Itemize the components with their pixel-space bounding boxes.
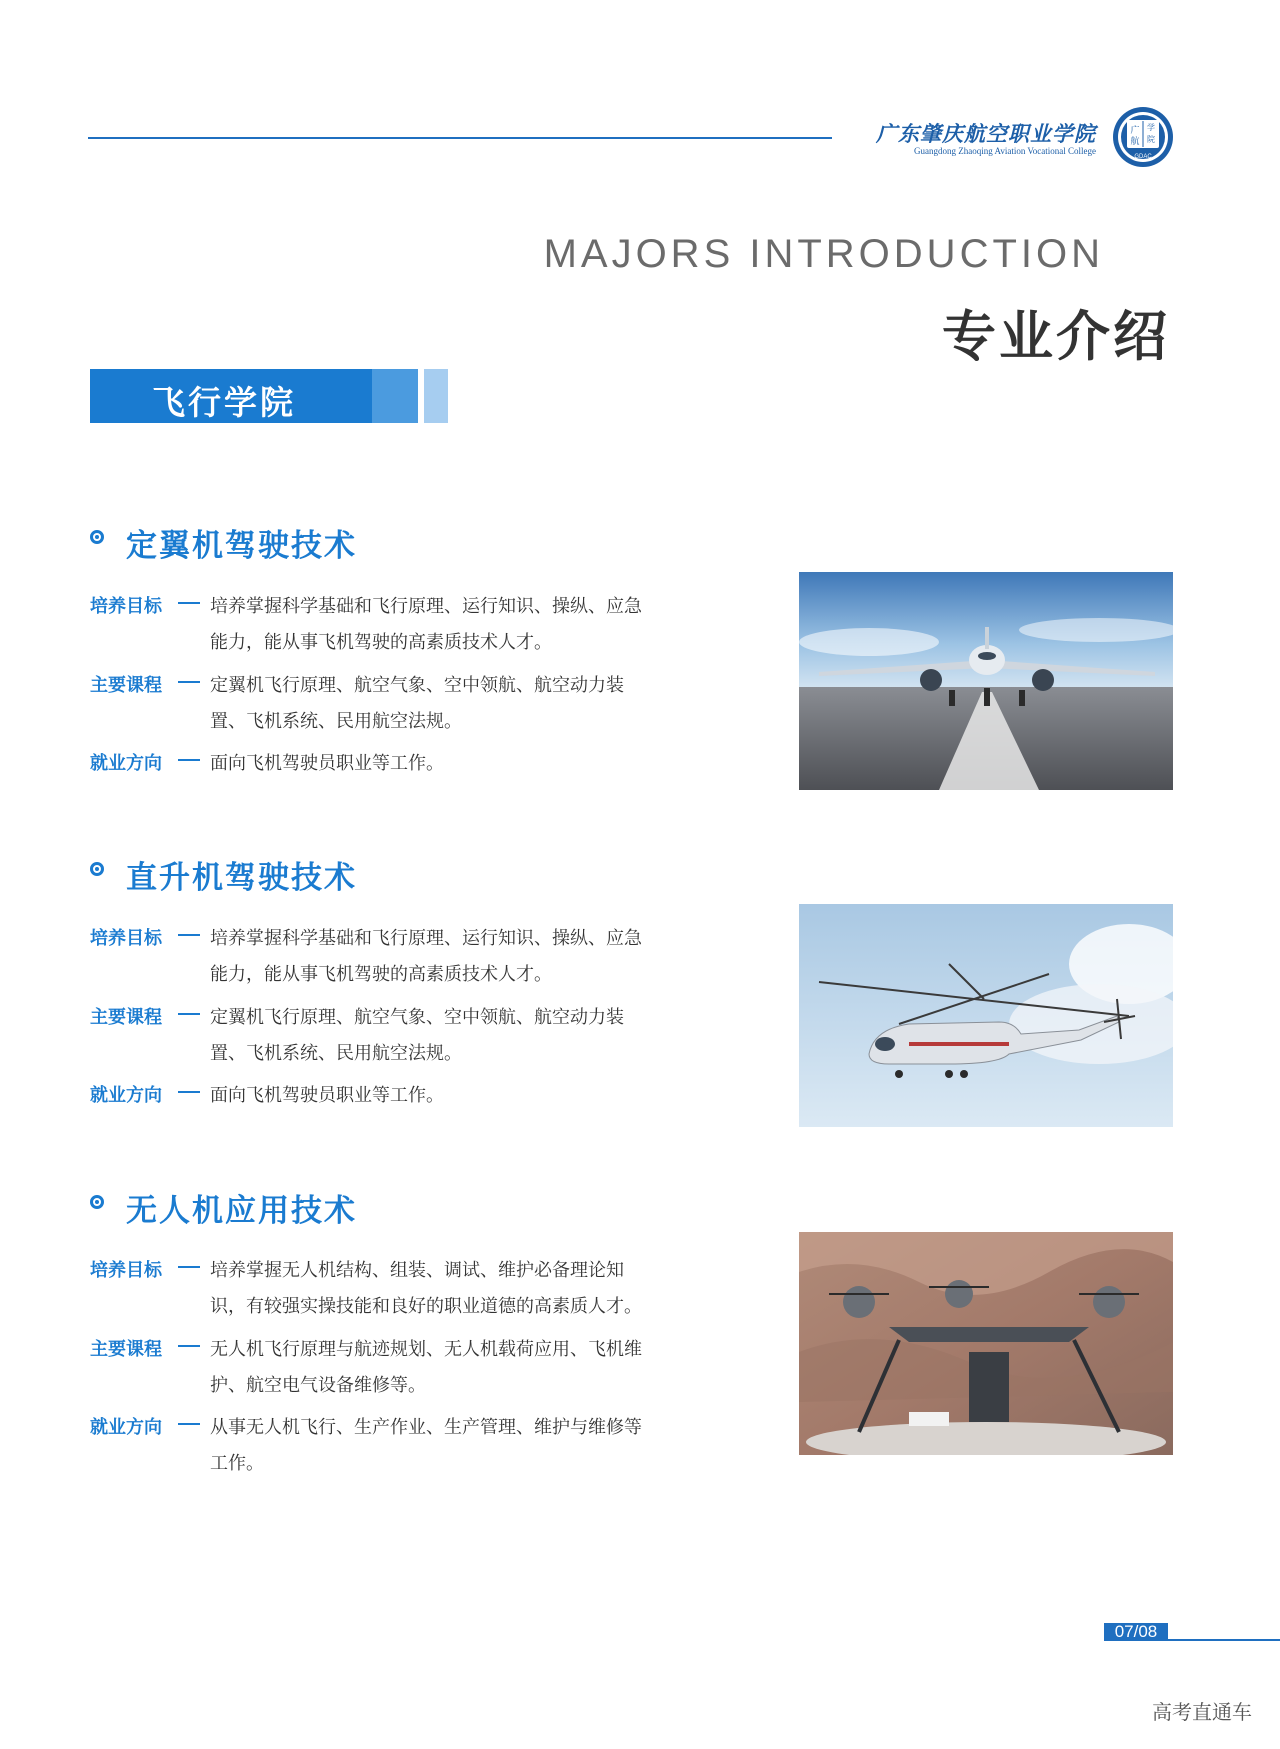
field-text: 面向飞机驾驶员职业等工作。 (210, 753, 444, 774)
field-label: 就业方向 (90, 753, 162, 774)
bullet-icon (90, 1195, 104, 1209)
helicopter-photo (799, 904, 1173, 1127)
svg-text:学: 学 (1147, 123, 1155, 132)
field-label: 就业方向 (90, 1417, 162, 1438)
dash-icon (178, 759, 200, 761)
field-label: 主要课程 (90, 1007, 162, 1028)
bullet-icon (90, 530, 104, 544)
college-name: 飞行学院 (152, 383, 296, 422)
field-text: 培养掌握科学基础和飞行原理、运行知识、操纵、应急能力，能从事飞机驾驶的高素质技术人才。 (210, 596, 642, 653)
watermark: 高考直通车 (1152, 1700, 1252, 1724)
header-rule (88, 137, 832, 139)
field-label: 就业方向 (90, 1085, 162, 1106)
dash-icon (178, 1423, 200, 1425)
field-text: 培养掌握无人机结构、组装、调试、维护必备理论知识，有较强实操技能和良好的职业道德的高素质人才。 (210, 1260, 642, 1317)
field-text: 从事无人机飞行、生产作业、生产管理、维护与维修等工作。 (210, 1417, 642, 1474)
dash-icon (178, 934, 200, 936)
bullet-icon (90, 862, 104, 876)
college-banner (90, 369, 448, 423)
field-text: 培养掌握科学基础和飞行原理、运行知识、操纵、应急能力，能从事飞机驾驶的高素质技术人才。 (210, 928, 642, 985)
dash-icon (178, 1345, 200, 1347)
logo-english-name: Guangdong Zhaoqing Aviation Vocational College (914, 146, 1096, 156)
field-label: 培养目标 (90, 928, 162, 949)
field-label: 主要课程 (90, 1339, 162, 1360)
college-emblem-icon (1112, 106, 1174, 168)
field-label: 主要课程 (90, 675, 162, 696)
page-number-text: 07/08 (1114, 1622, 1158, 1641)
field-label: 培养目标 (90, 1260, 162, 1281)
major-name: 直升机驾驶技术 (126, 860, 357, 896)
svg-text:广: 广 (1130, 126, 1140, 136)
dash-icon (178, 1013, 200, 1015)
major-name: 定翼机驾驶技术 (126, 528, 357, 564)
footer-rule (1168, 1639, 1280, 1641)
field-text: 面向飞机驾驶员职业等工作。 (210, 1085, 444, 1106)
dash-icon (178, 602, 200, 604)
drone-photo (799, 1232, 1173, 1455)
field-text: 定翼机飞行原理、航空气象、空中领航、航空动力装置、飞机系统、民用航空法规。 (210, 675, 624, 732)
field-label: 培养目标 (90, 596, 162, 617)
major-name: 无人机应用技术 (126, 1193, 357, 1229)
college-logo (862, 106, 1174, 170)
dash-icon (178, 681, 200, 683)
logo-chinese-name: 广东肇庆航空职业学院 (876, 121, 1096, 146)
field-text: 定翼机飞行原理、航空气象、空中领航、航空动力装置、飞机系统、民用航空法规。 (210, 1007, 624, 1064)
airliner-photo (799, 572, 1173, 790)
svg-text:航: 航 (1130, 137, 1140, 147)
field-text: 无人机飞行原理与航迹规划、无人机载荷应用、飞机维护、航空电气设备维修等。 (210, 1339, 642, 1396)
page-heading-english: MAJORS INTRODUCTION (543, 232, 1104, 276)
dash-icon (178, 1266, 200, 1268)
emblem-letters: GDAC (1134, 154, 1152, 160)
svg-text:院: 院 (1147, 135, 1155, 144)
dash-icon (178, 1091, 200, 1093)
page-heading-chinese: 专业介绍 (942, 305, 1170, 368)
